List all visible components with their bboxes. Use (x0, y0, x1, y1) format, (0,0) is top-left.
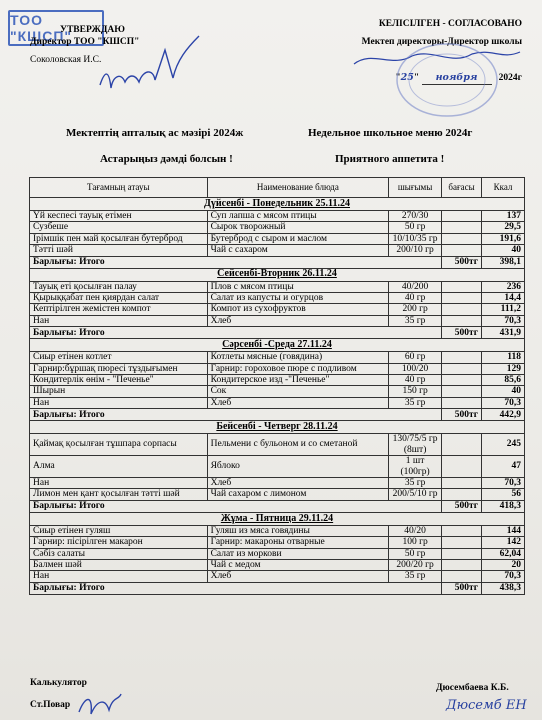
dish-name-ru: Кондитерское изд -"Печенье" (207, 375, 389, 386)
dish-name-ru: Компот из сухофруктов (207, 304, 389, 315)
dish-name-kz: Сиыр етінен котлет (30, 352, 208, 363)
kcal-cell: 137 (482, 211, 525, 222)
table-row (30, 315, 525, 326)
dish-name-kz: Кондитерлік өнім - "Печенье" (30, 375, 208, 386)
dish-name-kz: Алма (30, 456, 208, 478)
kcal-cell: 70,3 (482, 571, 525, 582)
kcal-cell: 70,3 (482, 477, 525, 488)
table-row (30, 211, 525, 222)
price-cell (442, 397, 482, 408)
dish-name-ru: Яблоко (207, 456, 389, 478)
table-row (30, 222, 525, 233)
kcal-cell: 142 (482, 537, 525, 548)
price-cell (442, 245, 482, 256)
dish-name-ru: Хлеб (207, 397, 389, 408)
price-cell (442, 525, 482, 536)
col-header-kcal: Ккал (482, 178, 525, 198)
menu-body (30, 198, 525, 595)
agree-day: 25 (400, 72, 414, 83)
price-cell (442, 352, 482, 363)
table-row (30, 304, 525, 315)
dish-name-ru: Пельмени с бульоном и со сметаной (207, 434, 389, 456)
portion-cell: 270/30 (389, 211, 442, 222)
day-header-row (30, 339, 525, 352)
dish-name-ru: Хлеб (207, 477, 389, 488)
agree-year: 2024г (498, 73, 522, 83)
portion-cell: 60 гр (389, 352, 442, 363)
portion-cell: 40 гр (389, 375, 442, 386)
table-row (30, 352, 525, 363)
dish-name-kz: Тауық еті қосылған палау (30, 281, 208, 292)
dish-name-kz: Нан (30, 397, 208, 408)
price-cell (442, 489, 482, 500)
dish-name-kz: Үй кеспесі тауық етімен (30, 211, 208, 222)
approve-director: Директор ТОО "КШСП" (30, 37, 140, 47)
table-row (30, 245, 525, 256)
table-row (30, 375, 525, 386)
dish-name-kz: Нан (30, 571, 208, 582)
day-title: Сәрсенбі -Среда 27.11.24 (30, 339, 525, 352)
day-title: Сейсенбі-Вторник 26.11.24 (30, 268, 525, 281)
dish-name-kz: Нан (30, 315, 208, 326)
dish-name-kz: Гарнир: пісірілген макарон (30, 537, 208, 548)
total-kcal: 418,3 (482, 500, 525, 512)
total-label: Барлығы: Итого (30, 256, 442, 268)
cook-name: Дюсембаева К.Б. (436, 683, 509, 693)
dish-name-ru: Суп лапша с мясом птицы (207, 211, 389, 222)
table-row (30, 434, 525, 456)
dish-name-kz: Ірімшік пен май қосылған бутерброд (30, 233, 208, 244)
price-cell (442, 375, 482, 386)
dish-name-ru: Салат из капусты и огурцов (207, 293, 389, 304)
total-kcal: 438,3 (482, 582, 525, 594)
cook-signature (75, 690, 125, 720)
total-price: 500тг (442, 256, 482, 268)
dish-name-ru: Гарнир: макароны отварные (207, 537, 389, 548)
dish-name-ru: Чай сахаром с лимоном (207, 489, 389, 500)
day-header-row (30, 268, 525, 281)
portion-cell: 200/5/10 гр (389, 489, 442, 500)
dish-name-ru: Хлеб (207, 315, 389, 326)
table-row (30, 477, 525, 488)
total-label: Барлығы: Итого (30, 582, 442, 594)
portion-cell: 50 гр (389, 548, 442, 559)
day-title: Бейсенбі - Четверг 28.11.24 (30, 421, 525, 434)
table-row (30, 525, 525, 536)
portion-cell: 40/200 (389, 281, 442, 292)
table-row (30, 233, 525, 244)
table-header-row (30, 178, 525, 198)
total-row (30, 500, 525, 512)
portion-cell: 10/10/35 гр (389, 233, 442, 244)
kcal-cell: 29,5 (482, 222, 525, 233)
table-row (30, 559, 525, 570)
price-cell (442, 548, 482, 559)
price-cell (442, 304, 482, 315)
dish-name-kz: Балмен шәй (30, 559, 208, 570)
dish-name-kz: Сузбеше (30, 222, 208, 233)
agree-director: Мектеп директоры-Директор школы (361, 37, 522, 47)
kcal-cell: 245 (482, 434, 525, 456)
total-price: 500тг (442, 327, 482, 339)
dish-name-ru: Чай с медом (207, 559, 389, 570)
col-header-price: бағасы (442, 178, 482, 198)
table-row (30, 571, 525, 582)
kcal-cell: 111,2 (482, 304, 525, 315)
table-row (30, 489, 525, 500)
day-title: Дүйсенбі - Понедельник 25.11.24 (30, 198, 525, 211)
kcal-cell: 70,3 (482, 397, 525, 408)
kcal-cell: 129 (482, 363, 525, 374)
total-kcal: 442,9 (482, 409, 525, 421)
wish-kz: Астарыңыз дәмді болсын ! (100, 153, 233, 165)
total-label: Барлығы: Итого (30, 327, 442, 339)
kcal-cell: 118 (482, 352, 525, 363)
kcal-cell: 85,6 (482, 375, 525, 386)
price-cell (442, 571, 482, 582)
menu-title-ru: Недельное школьное меню 2024г (308, 127, 473, 139)
portion-cell: 35 гр (389, 397, 442, 408)
dish-name-ru: Салат из моркови (207, 548, 389, 559)
kcal-cell: 40 (482, 386, 525, 397)
school-round-stamp (392, 40, 502, 120)
total-label: Барлығы: Итого (30, 409, 442, 421)
day-header-row (30, 421, 525, 434)
kcal-cell: 40 (482, 245, 525, 256)
kcal-cell: 20 (482, 559, 525, 570)
day-title: Жұма - Пятница 29.11.24 (30, 512, 525, 525)
portion-cell: 40 гр (389, 293, 442, 304)
portion-cell: 200/10 гр (389, 245, 442, 256)
portion-cell: 50 гр (389, 222, 442, 233)
dish-name-kz: Қырыққабат пен қиярдан салат (30, 293, 208, 304)
portion-cell: 1 шт (100гр) (389, 456, 442, 478)
dish-name-kz: Тәтті шәй (30, 245, 208, 256)
dish-name-ru: Бутерброд с сыром и маслом (207, 233, 389, 244)
table-row (30, 397, 525, 408)
handwritten-name: Дюсемб ЕН (446, 698, 527, 713)
total-price: 500тг (442, 409, 482, 421)
kcal-cell: 236 (482, 281, 525, 292)
total-row (30, 327, 525, 339)
total-kcal: 431,9 (482, 327, 525, 339)
kcal-cell: 14,4 (482, 293, 525, 304)
total-row (30, 256, 525, 268)
dish-name-kz: Лимон мен қант қосылған тәтті шәй (30, 489, 208, 500)
dish-name-ru: Хлеб (207, 571, 389, 582)
wish-ru: Приятного аппетита ! (335, 153, 445, 165)
portion-cell: 40/20 (389, 525, 442, 536)
dish-name-kz: Нан (30, 477, 208, 488)
table-row (30, 363, 525, 374)
kcal-cell: 70,3 (482, 315, 525, 326)
table-row (30, 456, 525, 478)
portion-cell: 200 гр (389, 304, 442, 315)
total-kcal: 398,1 (482, 256, 525, 268)
price-cell (442, 293, 482, 304)
menu-table (29, 177, 525, 595)
dish-name-ru: Гарнир: гороховое пюре с подливом (207, 363, 389, 374)
price-cell (442, 559, 482, 570)
total-row (30, 409, 525, 421)
price-cell (442, 537, 482, 548)
col-header-ru-name: Наименование блюда (207, 178, 389, 198)
portion-cell: 200/20 гр (389, 559, 442, 570)
dish-name-kz: Гарнир:бұршақ пюресі тұздығымен (30, 363, 208, 374)
price-cell (442, 233, 482, 244)
table-row (30, 293, 525, 304)
dish-name-kz: Сәбіз салаты (30, 548, 208, 559)
approve-name: Соколовская И.С. (30, 55, 102, 65)
price-cell (442, 222, 482, 233)
total-price: 500тг (442, 500, 482, 512)
company-stamp: ТОО "КШСП" (8, 10, 104, 46)
kcal-cell: 62,04 (482, 548, 525, 559)
price-cell (442, 477, 482, 488)
portion-cell: 35 гр (389, 315, 442, 326)
calculator-label: Калькулятор (30, 678, 87, 688)
total-label: Барлығы: Итого (30, 500, 442, 512)
table-row (30, 281, 525, 292)
portion-cell: 35 гр (389, 477, 442, 488)
day-header-row (30, 198, 525, 211)
price-cell (442, 315, 482, 326)
dish-name-kz: Қаймақ қосылған тұшпара сорпасы (30, 434, 208, 456)
dish-name-ru: Гуляш из мяса говядины (207, 525, 389, 536)
price-cell (442, 281, 482, 292)
kcal-cell: 191,6 (482, 233, 525, 244)
total-row (30, 582, 525, 594)
price-cell (442, 456, 482, 478)
director-signature (95, 30, 205, 100)
price-cell (442, 211, 482, 222)
dish-name-kz: Шырын (30, 386, 208, 397)
menu-title-kz: Мектептің апталық ас мәзірі 2024ж (66, 127, 244, 139)
day-header-row (30, 512, 525, 525)
kcal-cell: 144 (482, 525, 525, 536)
agree-month: ноября (422, 72, 492, 85)
col-header-portion: шығымы (389, 178, 442, 198)
agree-date: "25" ноября 2024г (395, 72, 522, 83)
approve-heading: УТВЕРЖДАЮ (60, 25, 125, 35)
price-cell (442, 363, 482, 374)
table-row (30, 386, 525, 397)
portion-cell: 100/20 (389, 363, 442, 374)
dish-name-ru: Сок (207, 386, 389, 397)
dish-name-ru: Плов с мясом птицы (207, 281, 389, 292)
portion-cell: 35 гр (389, 571, 442, 582)
table-row (30, 537, 525, 548)
price-cell (442, 434, 482, 456)
agree-heading: КЕЛІСІЛГЕН - СОГЛАСОВАНО (378, 19, 522, 29)
price-cell (442, 386, 482, 397)
portion-cell: 100 гр (389, 537, 442, 548)
dish-name-ru: Чай с сахаром (207, 245, 389, 256)
col-header-kz-name: Тағамның атауы (30, 178, 208, 198)
dish-name-kz: Кептірілген жемістен компот (30, 304, 208, 315)
cook-label: Ст.Повар (30, 700, 71, 710)
portion-cell: 150 гр (389, 386, 442, 397)
dish-name-kz: Сиыр етінен гуляш (30, 525, 208, 536)
kcal-cell: 56 (482, 489, 525, 500)
total-price: 500тг (442, 582, 482, 594)
kcal-cell: 47 (482, 456, 525, 478)
portion-cell: 130/75/5 гр (8шт) (389, 434, 442, 456)
dish-name-ru: Сырок творожный (207, 222, 389, 233)
table-row (30, 548, 525, 559)
dish-name-ru: Котлеты мясные (говядина) (207, 352, 389, 363)
